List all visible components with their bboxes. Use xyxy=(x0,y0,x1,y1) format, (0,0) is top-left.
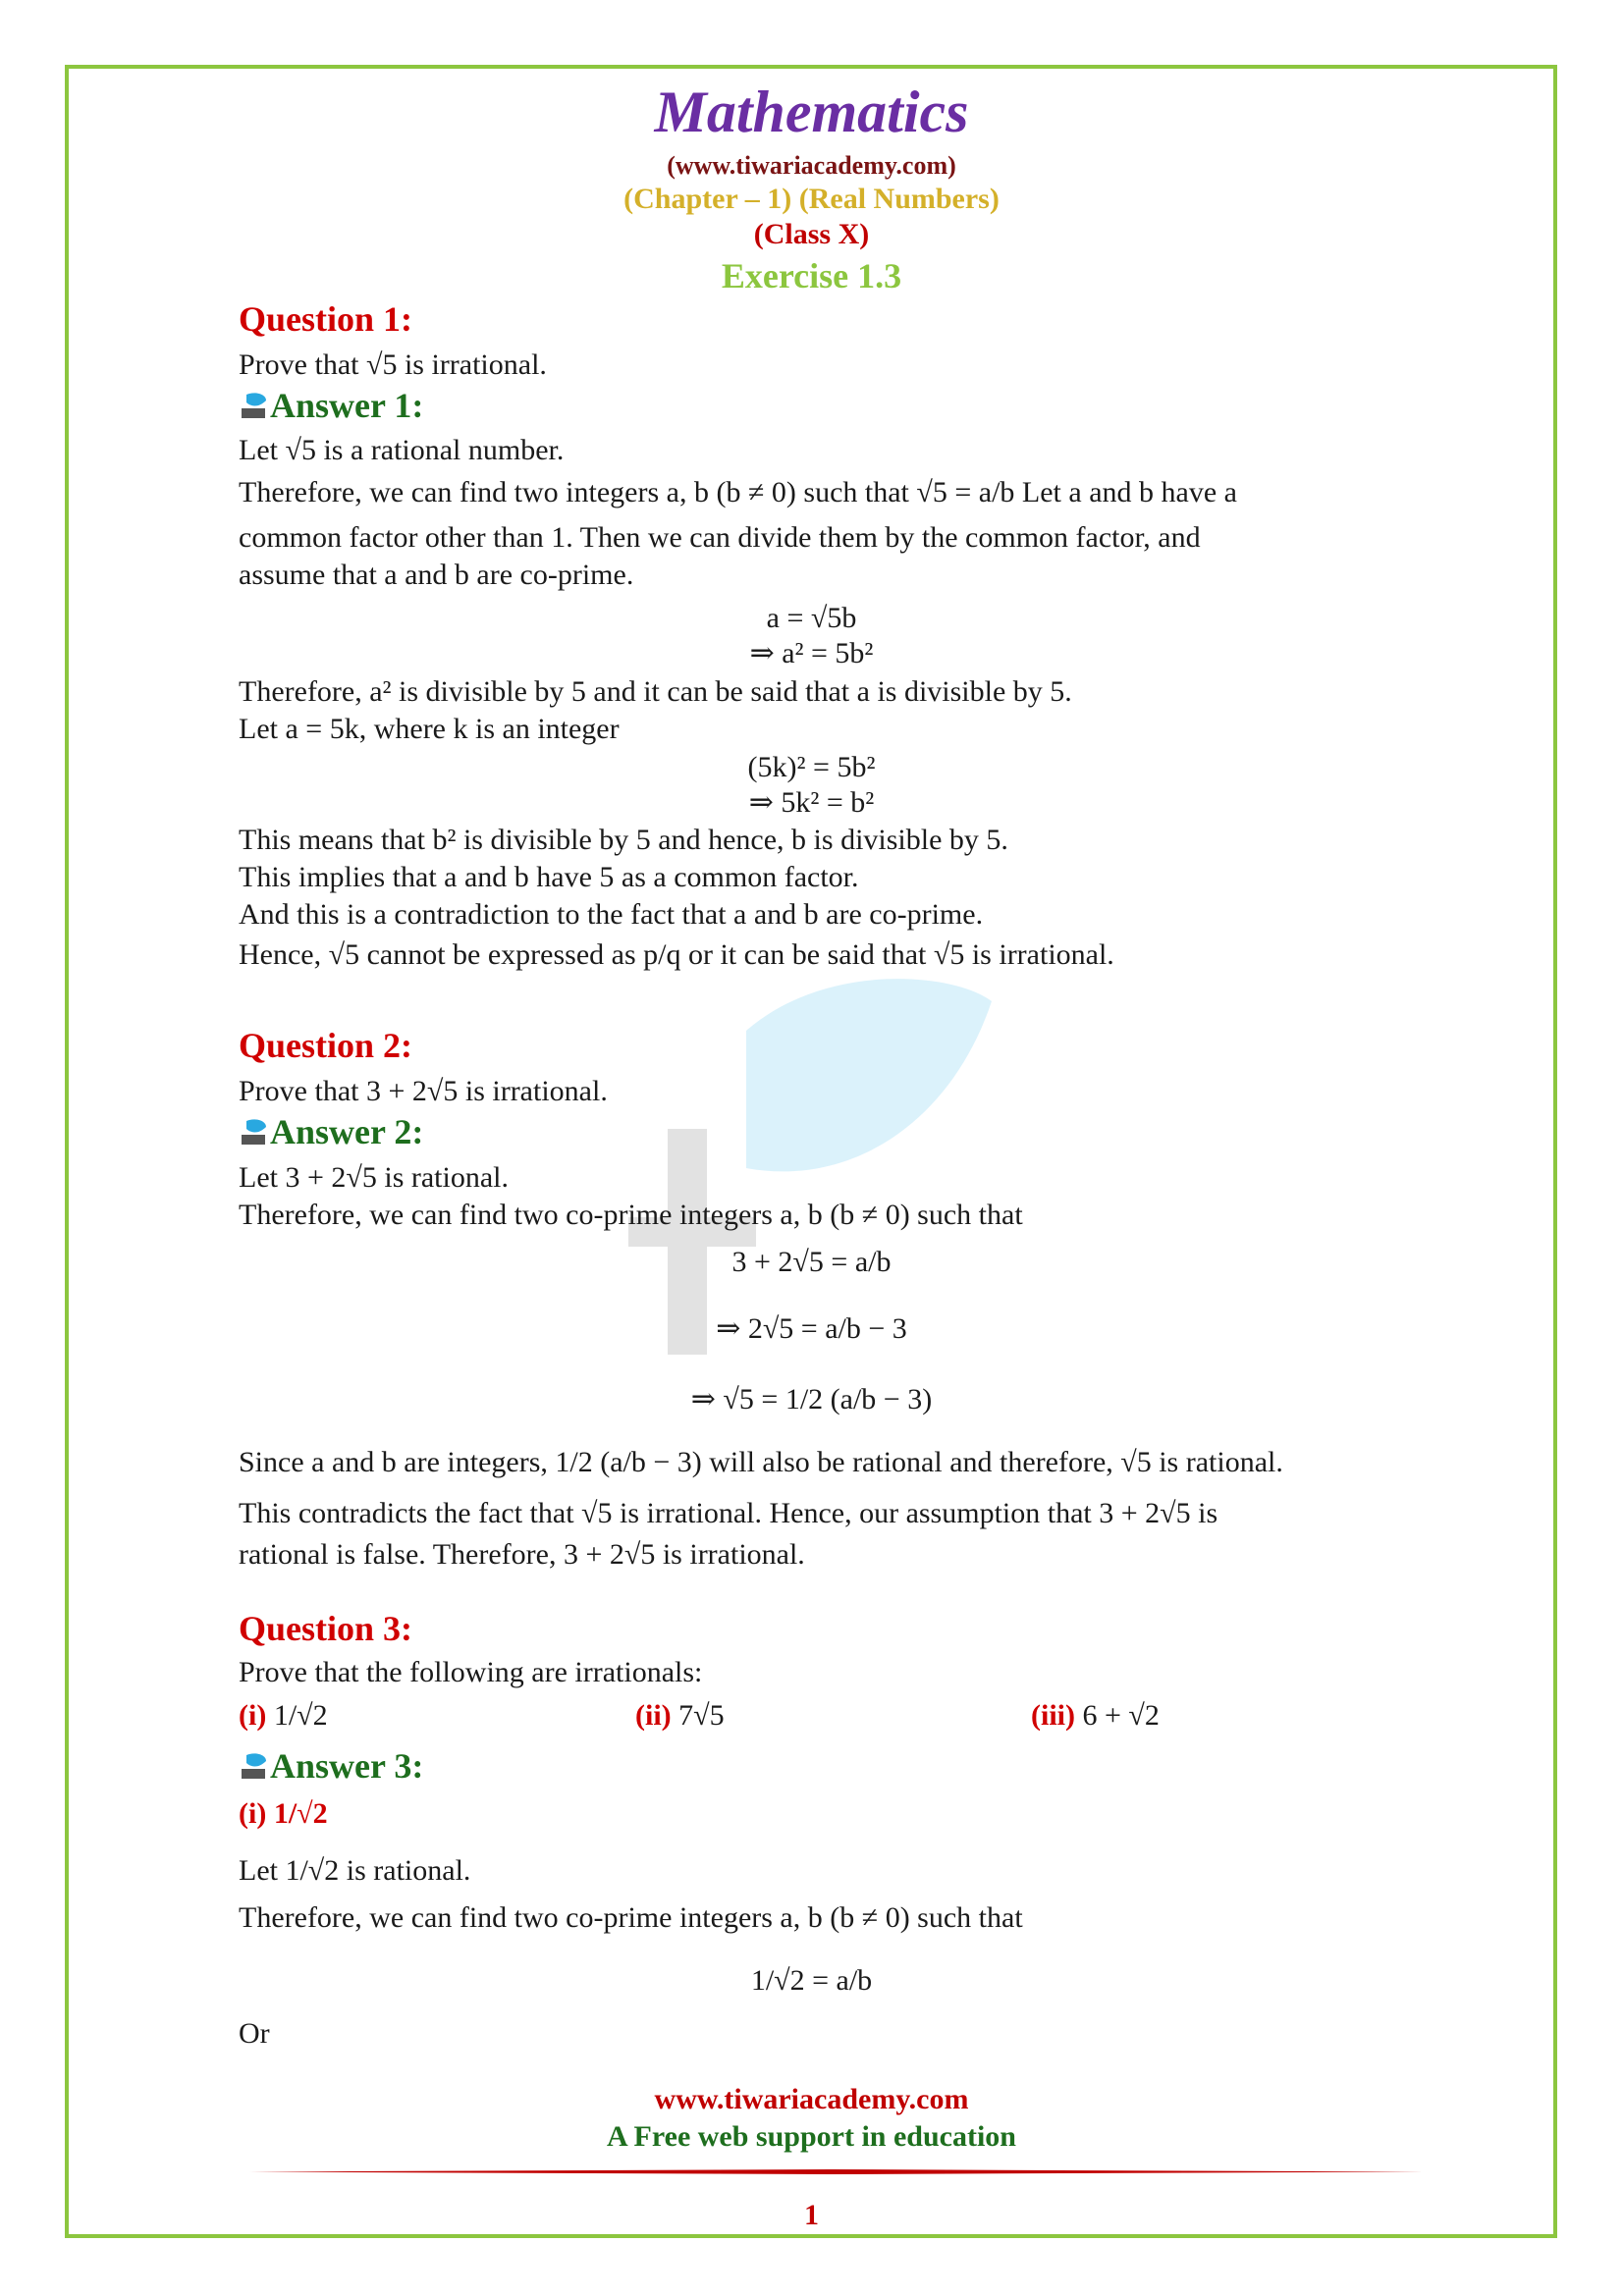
tiwari-logo-icon xyxy=(239,1751,268,1781)
part-label: (i) xyxy=(239,1699,267,1732)
answer-1-line: Let √5 is a rational number. xyxy=(239,434,565,466)
question-3-part-ii xyxy=(635,1698,725,1734)
answer-1-line: This implies that a and b have 5 as a common factor. xyxy=(239,861,859,893)
answer-1-equation: ⇒ 5k² = b² xyxy=(748,786,875,819)
answer-1-line: Let a = 5k, where k is an integer xyxy=(239,713,620,745)
answer-3-part-i-label: (i) 1/√2 xyxy=(239,1797,328,1830)
class-label: (Class X) xyxy=(753,218,870,250)
part-label: (ii) xyxy=(635,1699,672,1732)
exercise-label: Exercise 1.3 xyxy=(721,256,902,295)
answer-1-equation: ⇒ a² = 5b² xyxy=(749,637,874,669)
footer-tagline: A Free web support in education xyxy=(607,2120,1016,2153)
question-3-part-iii xyxy=(1031,1698,1160,1734)
answer-1-line: assume that a and b are co-prime. xyxy=(239,559,634,591)
answer-2-line: Therefore, we can find two co-prime integers a, b (b ≠ 0) such that xyxy=(239,1199,1023,1231)
answer-3-heading xyxy=(239,1745,423,1787)
answer-2-label: Answer 2: xyxy=(270,1112,424,1151)
answer-1-equation: (5k)² = 5b² xyxy=(747,751,876,783)
question-1-heading: Question 1: xyxy=(239,299,413,339)
answer-2-equation: ⇒ √5 = 1/2 (a/b − 3) xyxy=(690,1383,933,1415)
tiwari-watermark-logo xyxy=(628,972,1001,1364)
answer-2-line: This contradicts the fact that √5 is irrational. Hence, our assumption that 3 + 2√5 is xyxy=(239,1497,1218,1529)
answer-1-line: Therefore, a² is divisible by 5 and it can be said that a is divisible by 5. xyxy=(239,675,1072,708)
answer-2-line: rational is false. Therefore, 3 + 2√5 is irrational. xyxy=(239,1538,805,1571)
answer-2-line: Since a and b are integers, 1/2 (a/b − 3) will also be rational and therefore, √5 is rational. xyxy=(239,1446,1283,1478)
question-3-part-i xyxy=(239,1698,328,1734)
answer-3-line: Therefore, we can find two co-prime integers a, b (b ≠ 0) such that xyxy=(239,1901,1023,1934)
answer-1-equation: a = √5b xyxy=(766,602,857,634)
answer-1-line: common factor other than 1. Then we can divide them by the common factor, and xyxy=(239,521,1201,554)
chapter-label: (Chapter – 1) (Real Numbers) xyxy=(623,183,1000,215)
question-2-heading: Question 2: xyxy=(239,1026,413,1065)
footer-divider xyxy=(236,2169,1424,2174)
question-3-heading: Question 3: xyxy=(239,1609,413,1648)
answer-2-line: Let 3 + 2√5 is rational. xyxy=(239,1161,509,1194)
answer-1-heading xyxy=(239,385,423,426)
answer-3-line: Let 1/√2 is rational. xyxy=(239,1854,471,1887)
part-expression: 6 + √2 xyxy=(1082,1699,1160,1732)
page-title: Mathematics xyxy=(654,80,969,144)
answer-3-equation: 1/√2 = a/b xyxy=(750,1964,873,1997)
header-url: (www.tiwariacademy.com) xyxy=(667,151,956,180)
answer-2-equation: ⇒ 2√5 = a/b − 3 xyxy=(716,1312,907,1345)
question-2-prompt: Prove that 3 + 2√5 is irrational. xyxy=(239,1075,608,1107)
part-expression: 7√5 xyxy=(678,1699,725,1732)
part-expression: 1/√2 xyxy=(273,1699,328,1732)
answer-1-line: Hence, √5 cannot be expressed as p/q or it can be said that √5 is irrational. xyxy=(239,938,1114,971)
answer-3-label: Answer 3: xyxy=(270,1746,424,1786)
answer-1-label: Answer 1: xyxy=(270,386,424,425)
answer-2-heading xyxy=(239,1111,423,1152)
answer-2-equation: 3 + 2√5 = a/b xyxy=(731,1246,892,1278)
answer-1-line: And this is a contradiction to the fact that a and b are co-prime. xyxy=(239,898,984,931)
answer-1-line: Therefore, we can find two integers a, b (b ≠ 0) such that √5 = a/b Let a and b have a xyxy=(239,476,1237,508)
part-label: (iii) xyxy=(1031,1699,1075,1732)
question-3-prompt: Prove that the following are irrationals: xyxy=(239,1656,703,1688)
tiwari-logo-icon xyxy=(239,1117,268,1147)
answer-1-line: This means that b² is divisible by 5 and hence, b is divisible by 5. xyxy=(239,824,1008,856)
tiwari-logo-icon xyxy=(239,391,268,420)
footer-url[interactable]: www.tiwariacademy.com xyxy=(654,2083,969,2115)
question-1-prompt: Prove that √5 is irrational. xyxy=(239,348,547,381)
answer-3-line: Or xyxy=(239,2017,270,2050)
page-number: 1 xyxy=(804,2199,819,2231)
